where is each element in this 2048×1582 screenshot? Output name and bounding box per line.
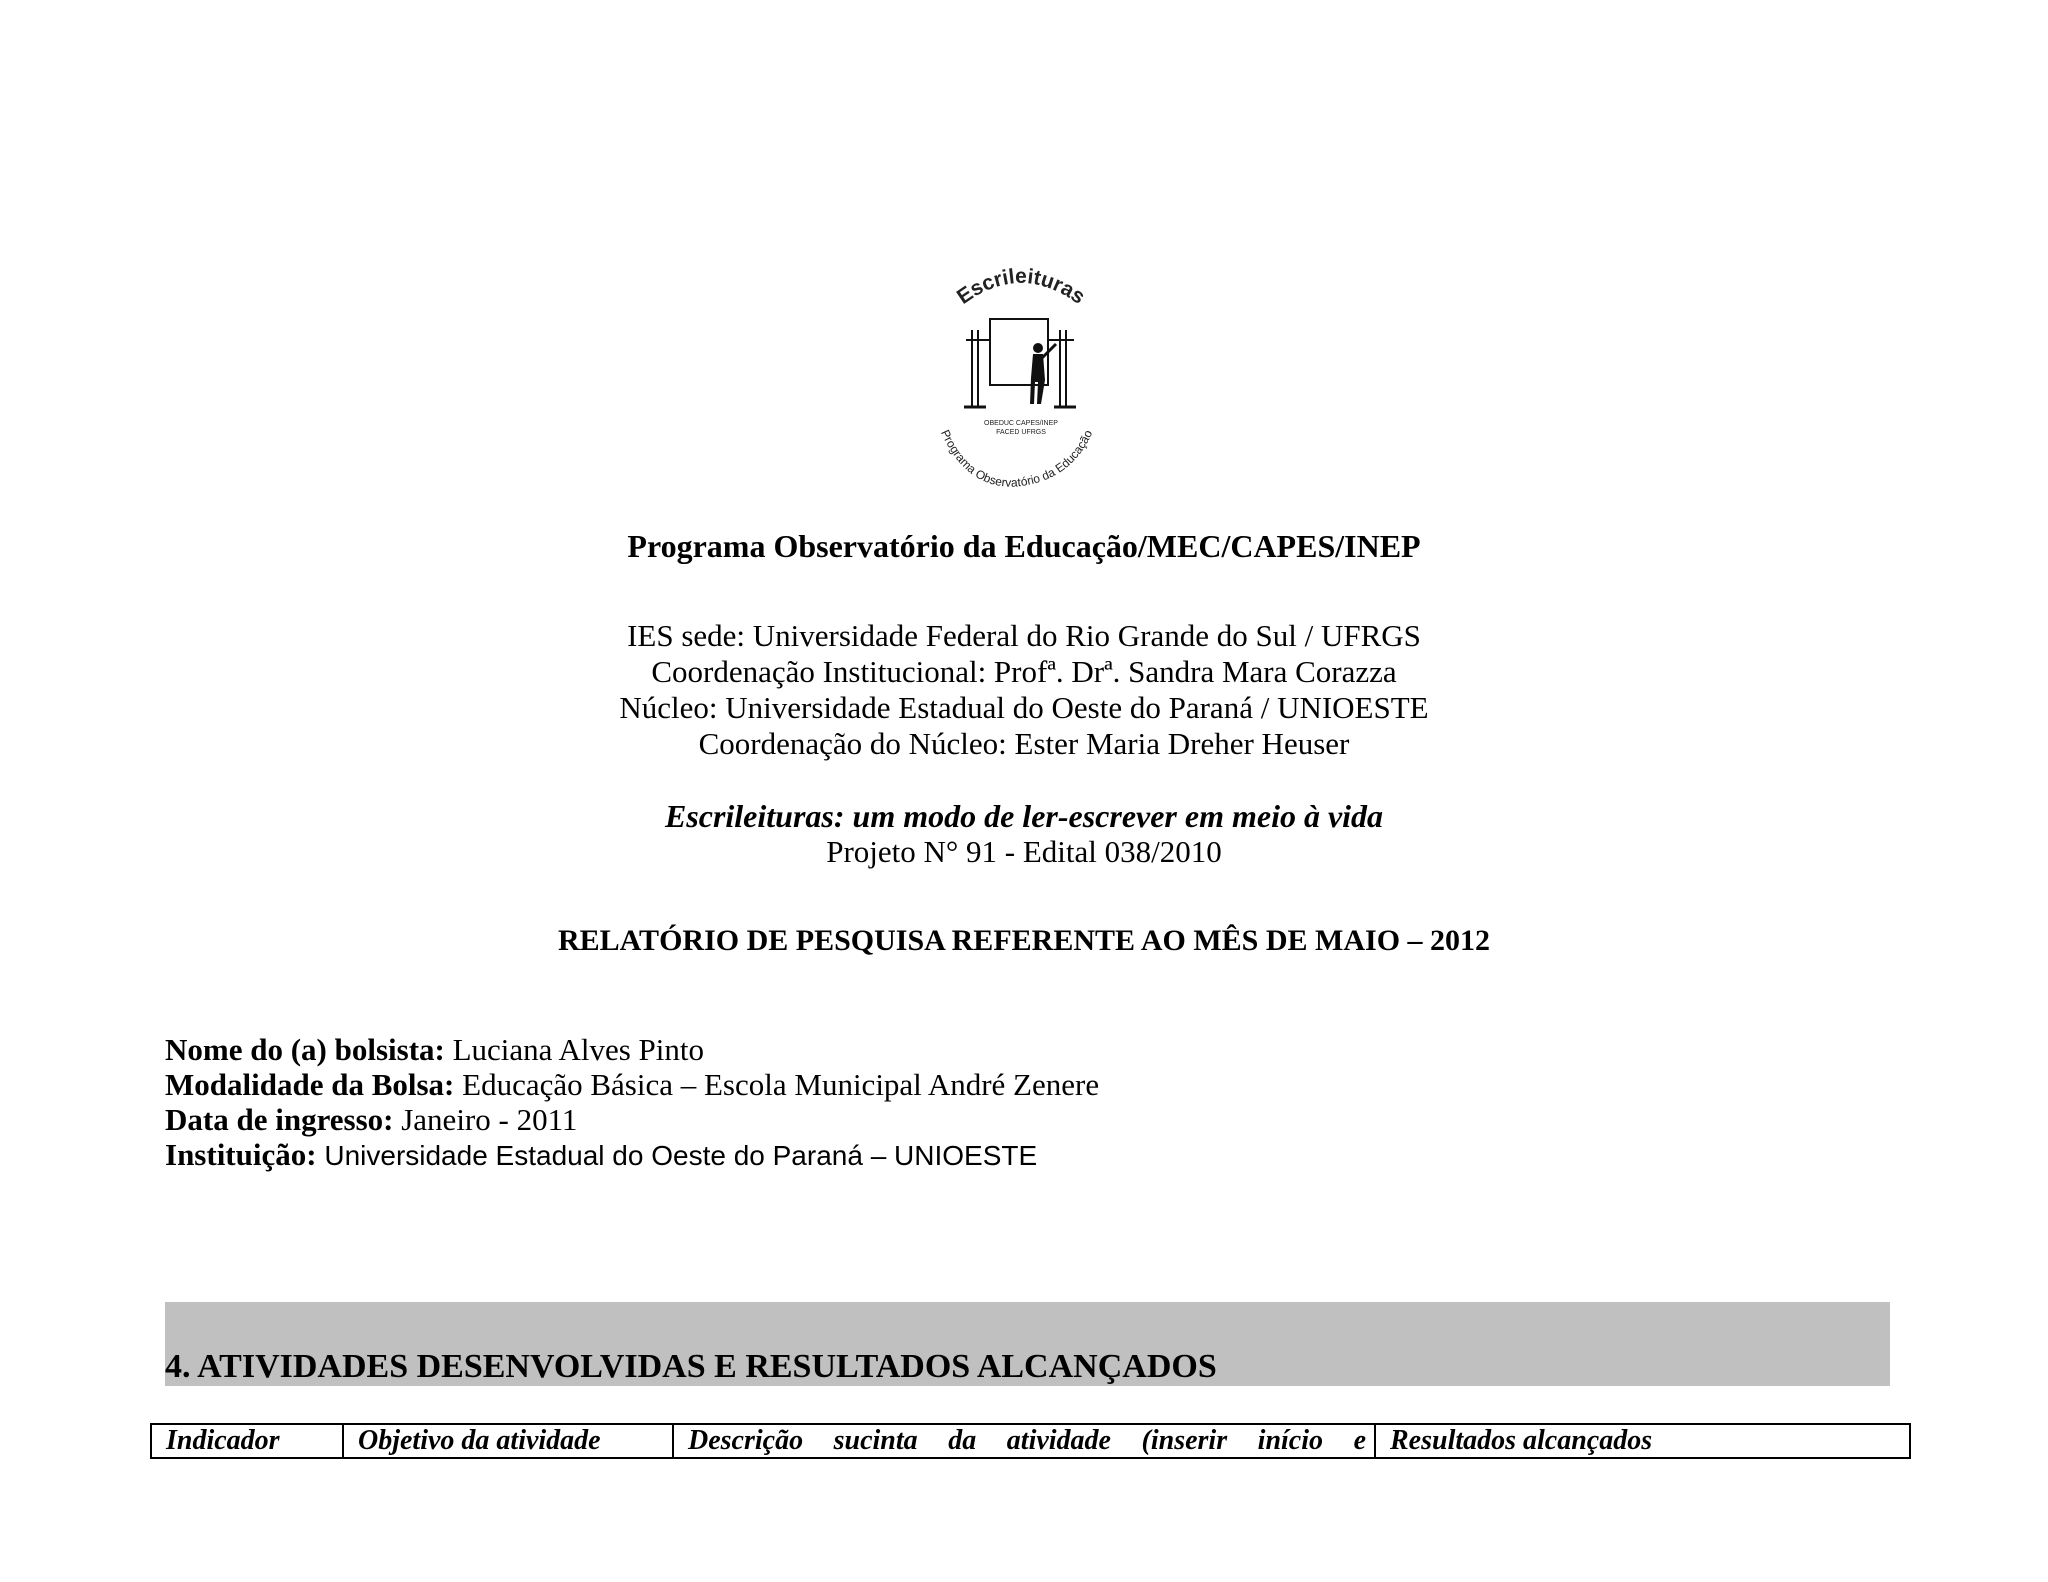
bolsista-row	[165, 1032, 1099, 1067]
instituicao-row	[165, 1137, 1099, 1173]
ies-sede-line: IES sede: Universidade Federal do Rio Grande do Sul / UFRGS	[627, 618, 1421, 653]
report-title: RELATÓRIO DE PESQUISA REFERENTE AO MÊS DE MAIO – 2012	[557, 924, 1491, 957]
logo-inner-line2: FACED UFRGS	[996, 429, 1046, 436]
project-number: Projeto N° 91 - Edital 038/2010	[826, 834, 1222, 869]
section-heading-bar	[165, 1302, 1890, 1386]
instituicao-value: Universidade Estadual do Oeste do Paraná – UNIOESTE	[316, 1140, 1038, 1171]
modalidade-value: Educação Básica – Escola Municipal André Zenere	[454, 1067, 1100, 1102]
project-title: Escrileituras: um modo de ler-escrever em meio à vida	[664, 798, 1384, 834]
logo-top-text: Escrileituras	[952, 264, 1090, 309]
institution-block	[200, 618, 1848, 762]
ingresso-value: Janeiro - 2011	[393, 1102, 578, 1137]
bolsista-label: Nome do (a) bolsista:	[165, 1032, 445, 1067]
activities-table-header	[150, 1423, 1911, 1459]
ingresso-row	[165, 1102, 1099, 1137]
table-header-resultados: Resultados alcançados	[1390, 1425, 1653, 1456]
nucleo-line: Núcleo: Universidade Estadual do Oeste do Paraná / UNIOESTE	[619, 690, 1429, 725]
program-title: Programa Observatório da Educação/MEC/CAPES/INEP	[627, 528, 1421, 564]
coordenacao-nucleo-line: Coordenação do Núcleo: Ester Maria Dreher Heuser	[698, 726, 1350, 761]
project-block	[200, 798, 1848, 870]
bolsista-value: Luciana Alves Pinto	[444, 1032, 705, 1067]
instituicao-label: Instituição:	[165, 1137, 317, 1172]
logo-ring-text: Programa Observatório da Educação	[938, 427, 1096, 490]
ingresso-label: Data de ingresso:	[165, 1102, 394, 1137]
table-header-objetivo: Objetivo da atividade	[344, 1425, 674, 1457]
table-header-descricao: Descrição sucinta da atividade (inserir início e	[674, 1425, 1376, 1457]
svg-text:Escrileituras	[953, 265, 1089, 309]
modalidade-label: Modalidade da Bolsa:	[165, 1067, 455, 1102]
section-heading: 4. ATIVIDADES DESENVOLVIDAS E RESULTADOS ALCANÇADOS	[165, 1348, 1217, 1385]
scholar-info	[165, 1032, 1099, 1173]
escrileituras-logo-icon	[916, 262, 1126, 492]
table-header-indicador: Indicador	[152, 1425, 344, 1457]
modalidade-row	[165, 1067, 1099, 1102]
svg-text:Programa Observatório da Educa	[938, 427, 1095, 489]
coordenacao-institucional-line: Coordenação Institucional: Profª. Drª. Sandra Mara Corazza	[651, 654, 1397, 689]
logo-inner-line1: OBEDUC CAPES/INEP	[984, 420, 1058, 427]
